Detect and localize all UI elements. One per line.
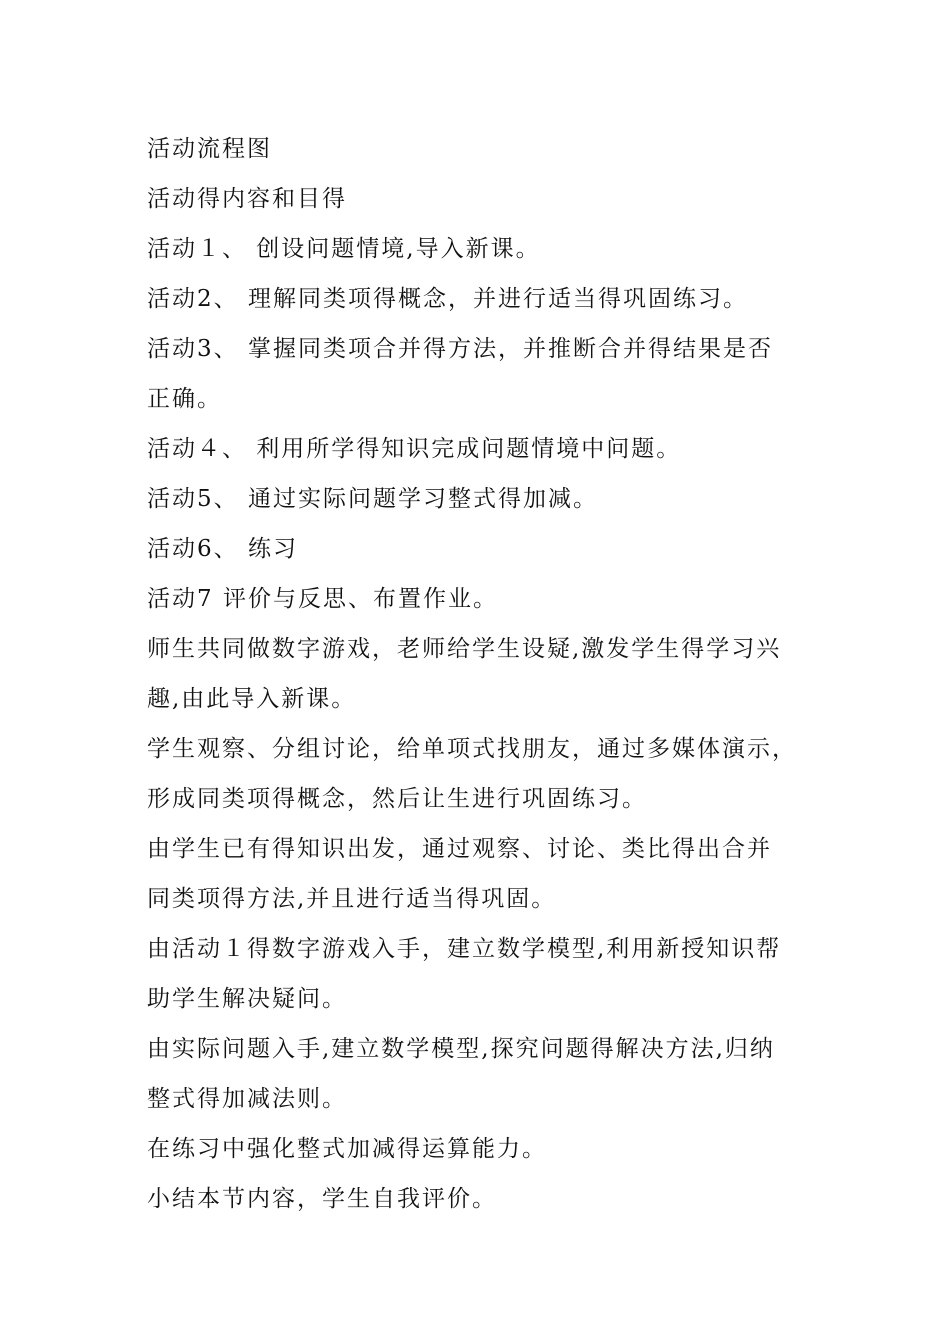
activity-line-5: 活动5、 通过实际问题学习整式得加减。: [147, 486, 598, 512]
description-line: 趣,由此导入新课。: [147, 686, 357, 712]
activity-line-6: 活动6、 练习: [147, 536, 298, 562]
description-line: 助学生解决疑问。: [147, 986, 347, 1012]
activity-line-2: 活动2、 理解同类项得概念，并进行适当得巩固练习。: [147, 286, 748, 312]
description-line: 同类项得方法,并且进行适当得巩固。: [147, 886, 557, 912]
activity-line-4: 活动４、 利用所学得知识完成问题情境中问题。: [147, 436, 682, 462]
activity-line-3-continued: 正确。: [147, 386, 222, 412]
description-line: 由学生已有得知识出发，通过观察、讨论、类比得出合并: [147, 836, 772, 862]
document-body: [147, 124, 807, 1224]
description-line: 由实际问题入手,建立数学模型,探究问题得解决方法,归纳: [147, 1036, 775, 1062]
description-line: 在练习中强化整式加减得运算能力。: [147, 1136, 547, 1162]
description-line: 学生观察、分组讨论，给单项式找朋友，通过多媒体演示，: [147, 736, 797, 762]
document-subtitle: 活动得内容和目得: [147, 186, 347, 212]
activity-line-1: 活动１、 创设问题情境,导入新课。: [147, 236, 541, 262]
description-line: 整式得加减法则。: [147, 1086, 347, 1112]
description-line: 小结本节内容，学生自我评价。: [147, 1186, 497, 1212]
activity-line-3: 活动3、 掌握同类项合并得方法，并推断合并得结果是否: [147, 336, 773, 362]
document-title: 活动流程图: [147, 136, 272, 162]
description-line: 由活动１得数字游戏入手，建立数学模型,利用新授知识帮: [147, 936, 782, 962]
activity-line-7: 活动7 评价与反思、布置作业。: [147, 586, 498, 612]
description-line: 形成同类项得概念，然后让生进行巩固练习。: [147, 786, 647, 812]
description-line: 师生共同做数字游戏，老师给学生设疑,激发学生得学习兴: [147, 636, 782, 662]
